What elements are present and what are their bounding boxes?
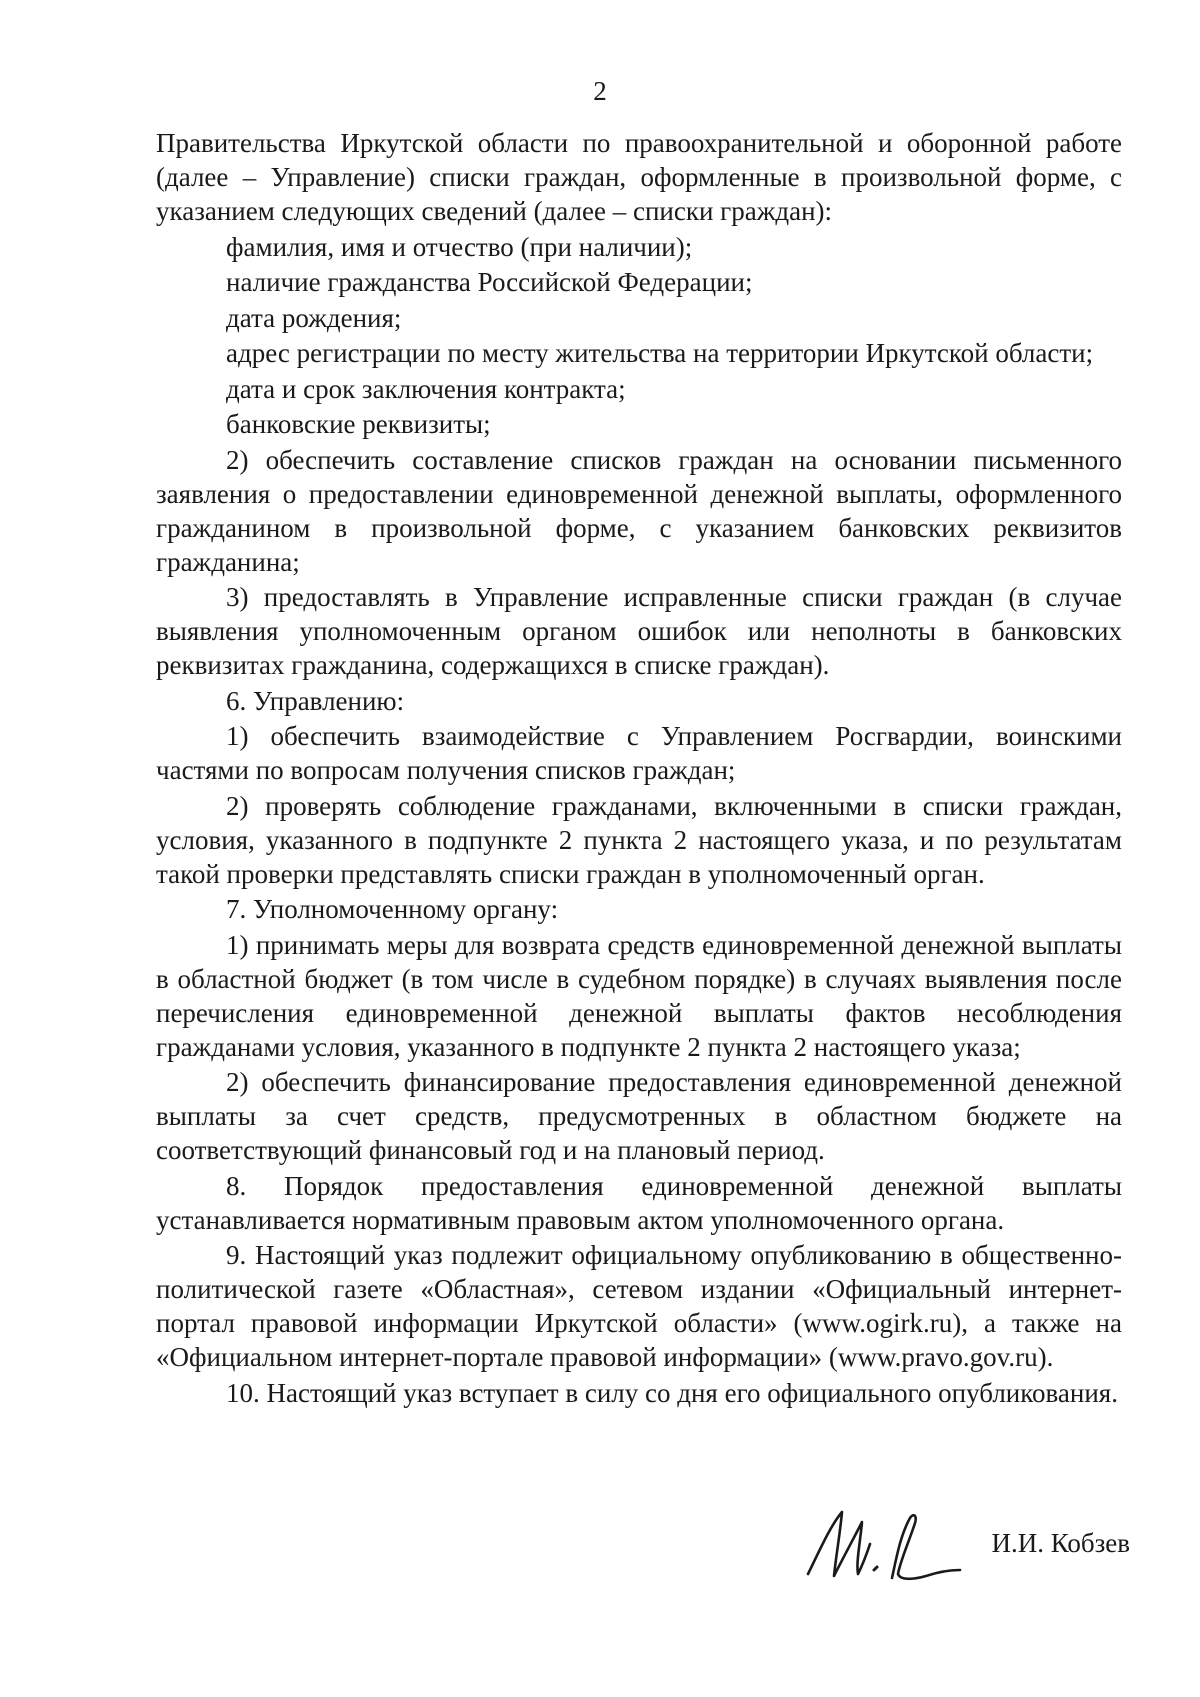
paragraph: 7. Уполномоченному органу: [226,894,559,924]
signature-block [800,1500,1130,1590]
paragraph: 9. Настоящий указ подлежит официальному опубликованию в общественно-политической газете «Областная», сетевом издании «Официальный интернет-портал правовой информации Иркутской области» (www.ogirk.ru), а также на «Официальном интернет-портале правовой информации» (www.pravo.gov.ru). [156,1240,1122,1372]
paragraph: 2) обеспечить финансирование предоставления единовременной денежной выплаты за счет средств, предусмотренных в областном бюджете на соответствующий финансовый год и на плановый период. [156,1067,1122,1165]
signer-name: И.И. Кобзев [991,1528,1130,1558]
handwritten-signature-icon [800,1504,965,1584]
paragraph: адрес регистрации по месту жительства на территории Иркутской области; [226,338,1094,368]
paragraph: 1) обеспечить взаимодействие с Управлением Росгвардии, воинскими частями по вопросам получения списков граждан; [156,721,1122,785]
paragraph: дата и срок заключения контракта; [226,373,626,404]
paragraph: 10. Настоящий указ вступает в силу со дня его официального опубликования. [226,1377,1118,1408]
paragraph: банковские реквизиты; [226,409,491,439]
paragraph: 1) принимать меры для возврата средств единовременной денежной выплаты в областной бюджет (в том числе в судебном порядке) в случаях выявления после перечисления единовременной денежной выплаты фактов несоблюдения гражданами условия, указанного в подпункте 2 пункта 2 настоящего указа; [156,929,1122,1062]
page-number: 2 [593,76,607,106]
document-body [156,126,1122,1411]
paragraph: 2) проверять соблюдение гражданами, включенными в списки граждан, условия, указанного в подпункте 2 пункта 2 настоящего указа, и по результатам такой проверки представлять списки граждан в уполномоченный орган. [156,790,1122,889]
paragraph: дата рождения; [226,302,402,333]
paragraph: фамилия, имя и отчество (при наличии); [226,231,693,262]
paragraph: 2) обеспечить составление списков граждан на основании письменного заявления о предоставлении единовременной денежной выплаты, оформленного гражданином в произвольной форме, с указанием банковских реквизитов гражданина; [156,444,1122,577]
paragraph: 8. Порядок предоставления единовременной денежной выплаты устанавливается нормативным правовым актом уполномоченного органа. [156,1170,1122,1235]
paragraph: 3) предоставлять в Управление исправленные списки граждан (в случае выявления уполномоченным органом ошибок или неполноты в банковских реквизитах гражданина, содержащихся в списке граждан). [156,582,1122,680]
paragraph: 6. Управлению: [226,685,405,716]
paragraph: Правительства Иркутской области по правоохранительной и оборонной работе (далее – Управление) списки граждан, оформленные в произвольной форме, с указанием следующих сведений (далее – списки граждан): [156,128,1122,226]
paragraph: наличие гражданства Российской Федерации; [226,267,753,297]
